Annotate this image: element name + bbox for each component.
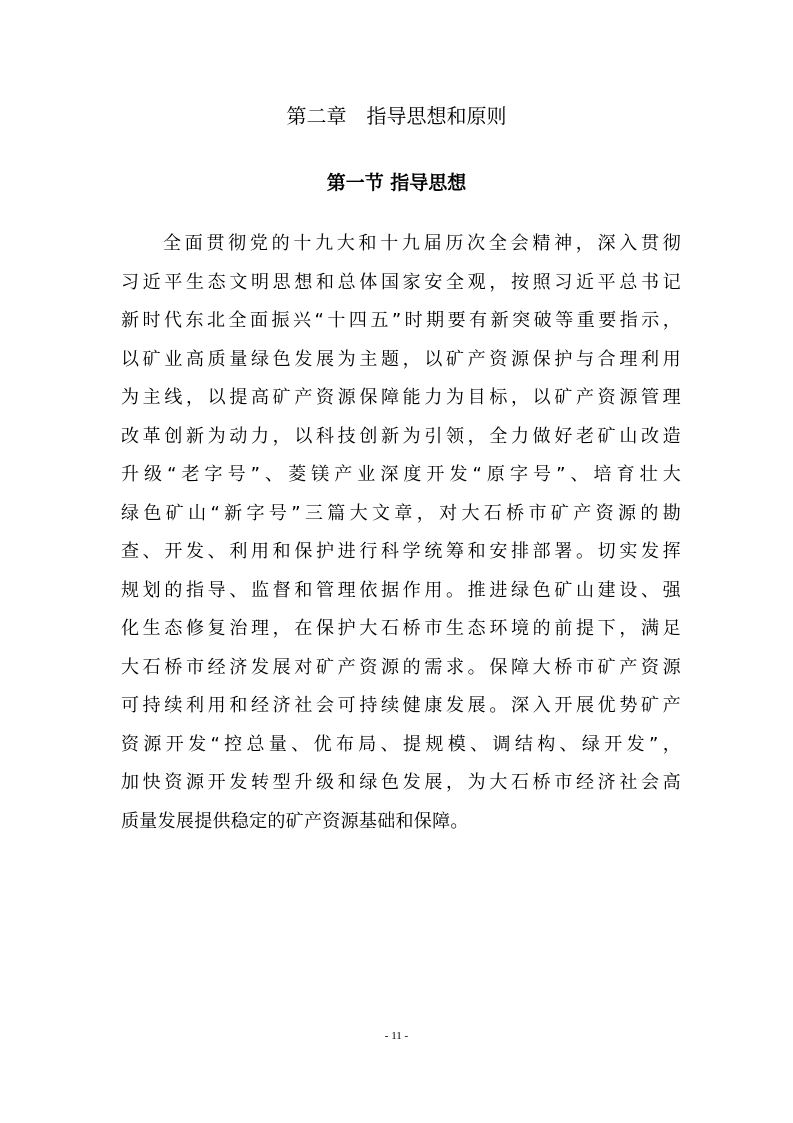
paragraph-line: 化生态修复治理，在保护大石桥市生态环境的前提下，满足: [121, 618, 681, 639]
paragraph-line: 绿色矿山“新字号”三篇大文章，对大石桥市矿产资源的勘: [121, 502, 681, 524]
paragraph-line: 质量发展提供稳定的矿产资源基础和保障。: [121, 810, 469, 832]
paragraph-line: 查、开发、利用和保护进行科学统筹和安排部署。切实发挥: [121, 541, 681, 562]
paragraph-line: 加快资源开发转型升级和绿色发展，为大石桥市经济社会高: [121, 772, 681, 793]
section-title: 第一节 指导思想: [326, 172, 467, 194]
page-number: - 11 -: [384, 1030, 409, 1042]
paragraph-line: 新时代东北全面振兴“十四五”时期要有新突破等重要指示，: [121, 310, 681, 331]
paragraph-line: 资源开发“控总量、优布局、提规模、调结构、绿开发”，: [121, 733, 681, 755]
paragraph-line: 升级“老字号”、菱镁产业深度开发“原字号”、培育壮大: [121, 464, 681, 485]
paragraph-line: 为主线，以提高矿产资源保障能力为目标，以矿产资源管理: [121, 387, 681, 408]
paragraph-line: 全面贯彻党的十九大和十九届历次全会精神，深入贯彻: [163, 233, 681, 254]
chapter-title: 第二章 指导思想和原则: [286, 104, 507, 128]
paragraph-line: 可持续利用和经济社会可持续健康发展。深入开展优势矿产: [121, 695, 681, 716]
paragraph-line: 习近平生态文明思想和总体国家安全观，按照习近平总书记: [121, 271, 681, 293]
body-paragraph: [121, 225, 681, 841]
paragraph-line: 规划的指导、监督和管理依据作用。推进绿色矿山建设、强: [121, 579, 681, 601]
paragraph-line: 大石桥市经济发展对矿产资源的需求。保障大桥市矿产资源: [121, 656, 681, 678]
paragraph-line: 改革创新为动力，以科技创新为引领，全力做好老矿山改造: [121, 425, 681, 447]
paragraph-line: 以矿业高质量绿色发展为主题，以矿产资源保护与合理利用: [121, 348, 681, 370]
